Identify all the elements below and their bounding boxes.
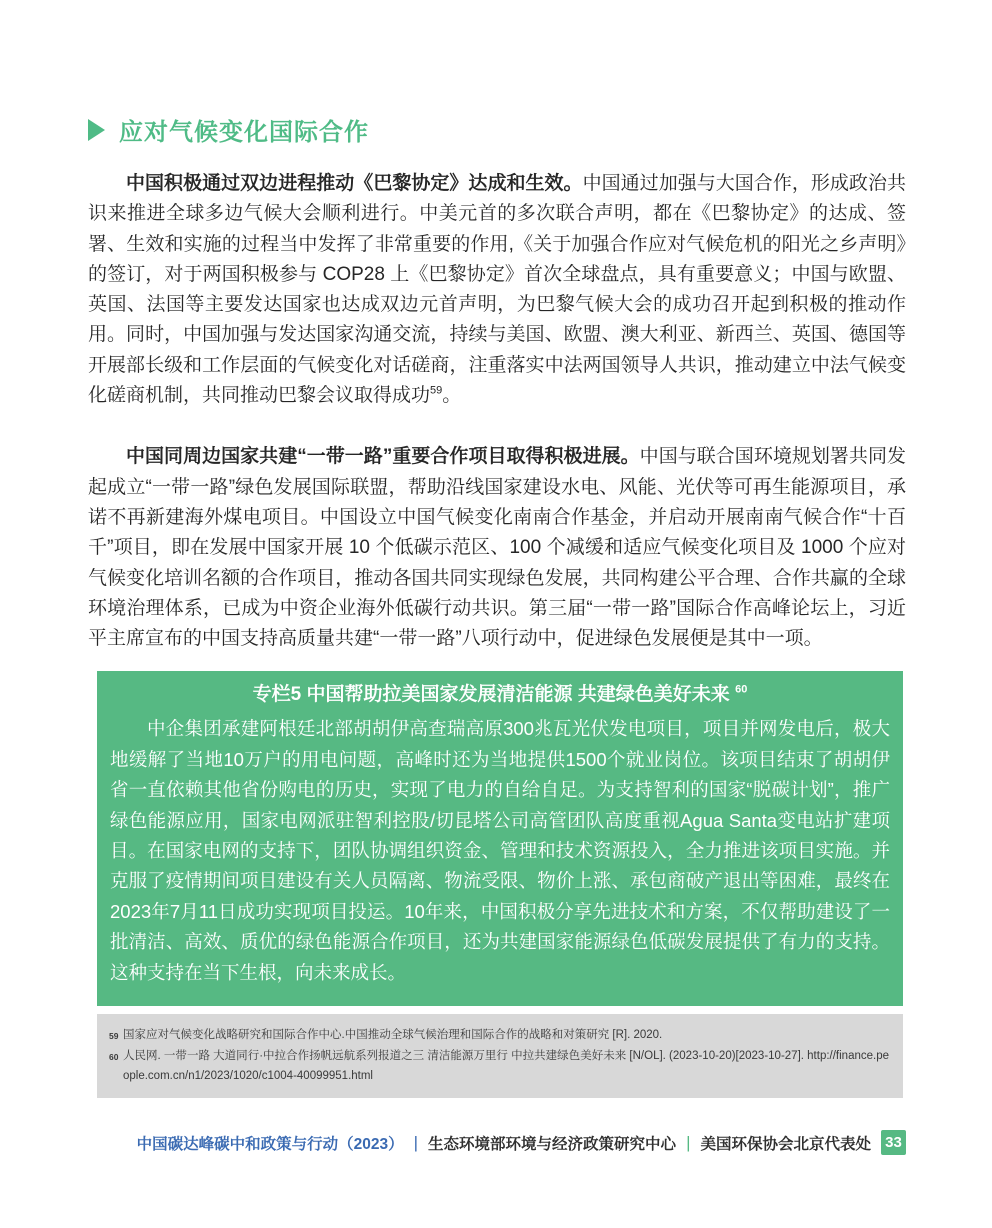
case-study-box-body: 中企集团承建阿根廷北部胡胡伊高查瑞高原300兆瓦光伏发电项目，项目并网发电后，极大地缓解了当地10万户的用电问题，高峰时还为当地提供1500个就业岗位。该项目结束了胡胡伊省一直依赖其他省份购电的历史，实现了电力的自给自足。为支持智利的国家“脱碳计划”，推广绿色能源应用，国家电网派驻智利控股/切昆塔公司高管团队高度重视Agua Santa变电站扩建项目。在国家电网的支持下，团队协调组织资金、管理和技术资源投入，全力推进该项目实施。并克服了疫情期间项目建设有关人员隔离、物流受限、物价上涨、承包商破产退出等困难，最终在2023年7月11日成功实现项目投运。10年来，中国积极分享先进技术和方案，不仅帮助建设了一批清洁、高效、质优的绿色能源合作项目，还为共建国家能源绿色低碳发展提供了有力的支持。这种支持在当下生根，向未来成长。 [110, 718, 890, 983]
footnote-59 [109, 1025, 889, 1046]
case-study-box-title [110, 680, 890, 710]
footnotes-block [97, 1014, 903, 1098]
footnote-ref-60: 60 [735, 684, 748, 697]
section-marker-triangle-icon [88, 119, 105, 141]
footer-report-title: 中国碳达峰碳中和政策与行动（2023） [136, 1135, 404, 1153]
footnote-60-text: 人民网. 一带一路 大道同行·中拉合作扬帆远航系列报道之三 清洁能源万里行 中拉共建绿色美好未来 [N/OL]. (2023-10-20)[2023-10-27]. http://finance.people.com.cn/n1/2023/1020/c1004-40099951.html [123, 1050, 889, 1083]
section-heading [88, 112, 906, 147]
page-number-badge: 33 [881, 1130, 906, 1155]
paragraph-1-body: 中国通过加强与大国合作，形成政治共识来推进全球多边气候大会顺利进行。中美元首的多次联合声明，都在《巴黎协定》的达成、签署、生效和实施的过程当中发挥了非常重要的作用,《关于加强合作应对气候危机的阳光之乡声明》的签订，对于两国积极参与 COP28 上《巴黎协定》首次全球盘点，具有重要意义；中国与欧盟、英国、法国等主要发达国家也达成双边元首声明，为巴黎气候大会的成功召开起到积极的推动作用。同时，中国加强与发达国家沟通交流，持续与美国、欧盟、澳大利亚、新西兰、英国、德国等开展部长级和工作层面的气候变化对话磋商，注重落实中法两国领导人共识，推动建立中法气候变化磋商机制，共同推动巴黎会议取得成功 [88, 173, 906, 407]
footnote-60-marker: 60 [109, 1052, 119, 1063]
footnote-60 [109, 1046, 889, 1086]
case-study-box [97, 671, 903, 1006]
paragraph-belt-and-road [88, 442, 906, 654]
paragraph-1-tail: 。 [442, 385, 462, 407]
paragraph-2-body: 中国与联合国环境规划署共同发起成立“一带一路”绿色发展国际联盟，帮助沿线国家建设水电、风能、光伏等可再生能源项目，承诺不再新建海外煤电项目。中国设立中国气候变化南南合作基金，并启动开展南南气候合作“十百千”项目，即在发展中国家开展 10 个低碳示范区、100 个减缓和适应气候变化项目及 1000 个应对气候变化培训名额的合作项目，推动各国共同实现绿色发展，共同构建公平合理、合作共赢的全球环境治理体系，已成为中资企业海外低碳行动共识。第三届“一带一路”国际合作高峰论坛上，习近平主席宣布的中国支持高质量共建“一带一路”八项行动中，促进绿色发展便是其中一项。 [88, 446, 906, 650]
section-title: 应对气候变化国际合作 [119, 119, 369, 146]
footnote-59-marker: 59 [109, 1031, 119, 1042]
paragraph-2-lead: 中国同周边国家共建“一带一路”重要合作项目取得积极进展。 [126, 446, 640, 468]
footer-org-edf-beijing: 美国环保协会北京代表处 [700, 1135, 871, 1153]
case-study-box-title-text: 专栏5 中国帮助拉美国家发展清洁能源 共建绿色美好未来 [252, 684, 730, 706]
page-content [88, 0, 906, 1098]
footnote-ref-59: 59 [430, 384, 443, 397]
footer-org-policy-center: 生态环境部环境与经济政策研究中心 [428, 1135, 677, 1153]
footer-divider-green: | [686, 1132, 691, 1152]
page-footer [88, 1130, 906, 1155]
footer-divider-blue: | [413, 1132, 419, 1152]
paragraph-1-lead: 中国积极通过双边进程推动《巴黎协定》达成和生效。 [126, 173, 583, 194]
footnote-59-text: 国家应对气候变化战略研究和国际合作中心.中国推动全球气候治理和国际合作的战略和对策研究 [R]. 2020. [123, 1029, 663, 1042]
paragraph-bilateral-process [88, 169, 906, 411]
